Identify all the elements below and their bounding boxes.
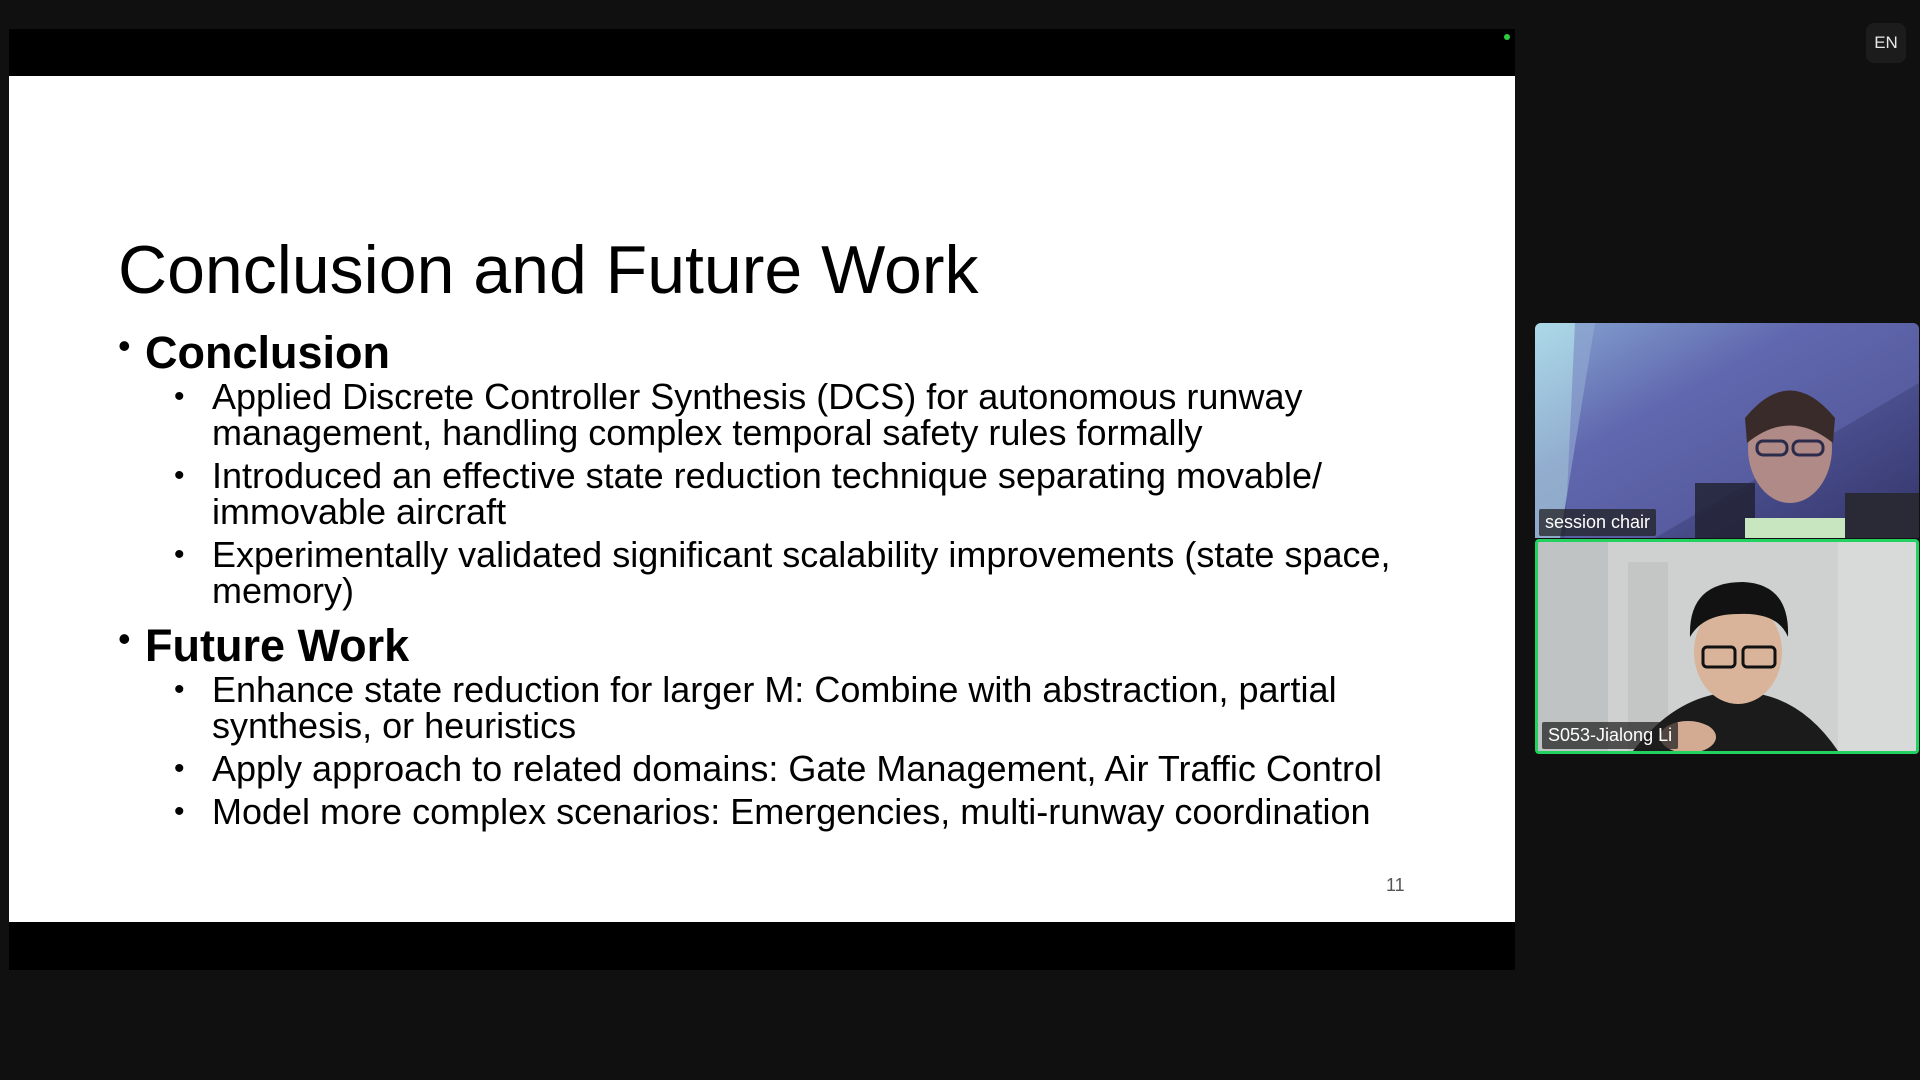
- bullet-glyph: •: [118, 325, 131, 366]
- bullet-item-text: Model more complex scenarios: Emergencies, multi-runway coordination: [212, 791, 1371, 832]
- bullet-item-text: Apply approach to related domains: Gate Management, Air Traffic Control: [212, 748, 1382, 789]
- bullet-glyph: •: [174, 752, 185, 785]
- participant-video-feed: [1535, 323, 1919, 538]
- bullet-item: [174, 455, 1434, 532]
- bullet-item-text: Enhance state reduction for larger M: Combine with abstraction, partial synthesis, or heuristics: [212, 669, 1337, 746]
- section-heading-text: Conclusion: [145, 327, 390, 378]
- bullet-glyph: •: [174, 673, 185, 706]
- bullet-item-text: Experimentally validated significant scalability improvements (state space, memory): [212, 534, 1391, 611]
- bullet-item: [174, 376, 1434, 453]
- bullet-glyph: •: [118, 618, 131, 659]
- slide-title: Conclusion and Future Work: [118, 232, 979, 308]
- bullet-glyph: •: [174, 538, 185, 571]
- participant-video-feed: [1538, 542, 1916, 751]
- slide-page-number: 11: [1386, 875, 1405, 895]
- presentation-slide: [9, 76, 1515, 922]
- share-indicator-dot: [1504, 34, 1510, 40]
- video-tile-active-speaker[interactable]: [1535, 539, 1919, 754]
- bullet-glyph: •: [174, 795, 185, 828]
- participant-name-tag: session chair: [1539, 509, 1656, 536]
- section-heading-text: Future Work: [145, 620, 410, 671]
- bullet-glyph: •: [174, 380, 185, 413]
- bullet-item: [174, 669, 1434, 746]
- participant-name-tag: S053-Jialong Li: [1542, 722, 1678, 749]
- bullet-item-text: Introduced an effective state reduction technique separating movable/ immovable aircraft: [212, 455, 1323, 532]
- bullet-item: [174, 791, 1434, 832]
- bullet-glyph: •: [174, 459, 185, 492]
- bullet-item: [174, 748, 1434, 789]
- video-tile-session-chair[interactable]: [1535, 323, 1919, 538]
- language-button[interactable]: EN: [1866, 23, 1906, 63]
- bullet-item-text: Applied Discrete Controller Synthesis (DCS) for autonomous runway management, handling complex temporal safety rules formally: [212, 376, 1303, 453]
- bullet-item: [174, 534, 1434, 611]
